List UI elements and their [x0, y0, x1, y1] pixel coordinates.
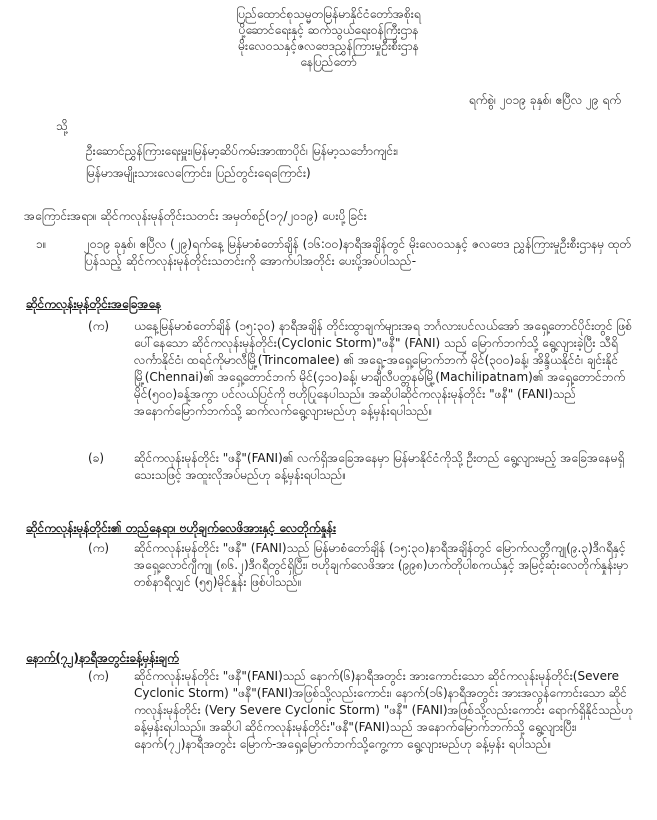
header-government: ပြည်ထောင်စုသမ္မတမြန်မာနိုင်ငံတော်အစိုးရ	[236, 7, 421, 21]
letterhead	[0, 6, 657, 70]
list-item	[88, 318, 636, 420]
paragraph-number: ၁။	[36, 237, 47, 251]
letter-date: ရက်စွဲ၊ ၂၀၁၉ ခုနှစ်၊ ဧပြီလ ၂၉ ရက်	[468, 93, 621, 107]
header-department: မိုးလေဝသနှင့်ဇလဗေဒညွှန်ကြားမှုဦးစီးဌာန	[238, 39, 419, 53]
subject-line: အကြောင်းအရာ။ ဆိုင်ကလုန်းမုန်တိုင်းသတင်း အမှတ်စဉ်(၁၇/၂၀၁၉) ပေးပို့ခြင်း	[24, 209, 367, 223]
item-label: (က)	[88, 669, 110, 683]
item-label: (ခ)	[88, 451, 105, 465]
header-ministry: ပို့ဆောင်ရေးနှင့် ဆက်သွယ်ရေးဝန်ကြီးဌာန	[238, 23, 419, 37]
section-heading-status: ဆိုင်ကလုန်းမုန်တိုင်းအခြေအနေ	[26, 297, 162, 311]
item-label: (က)	[88, 541, 110, 555]
recipients	[86, 140, 631, 184]
item-text: ဆိုင်ကလုန်းမုန်တိုင်း "ဖနီ"(FANI)၏ လက်ရှိအခြေအနေမှာ မြန်မာနိုင်ငံကိုသို့ ဦးတည် ရွေ့လျားမည့် အခြေအနေမရှိသေးသဖြင့် အထူးလိုအပ်မည်ဟု ခန့်မှန်းရပါသည်။	[134, 451, 625, 483]
paragraph-text: ၂၀၁၉ ခုနှစ်၊ ဧပြီလ (၂၉)ရက်နေ့ မြန်မာစံတော်ချိန် (၁၆:၀၀)နာရီအချိန်တွင် မိုးလေဝသနှင့် ဇလဗေဒ ညွှန်ကြားမှုဦးစီးဌာနမှ ထုတ်ပြန်သည့် ဆိုင်ကလုန်းမုန်တိုင်းသတင်းကို အောက်ပါအတိုင်း ပေးပို့အပ်ပါသည်-	[84, 237, 632, 269]
section-heading-location: ဆိုင်ကလုန်းမုန်တိုင်း၏ တည်နေရာ၊ ဗဟိုချက်လေဖိအားနှင့် လေတိုက်နှုန်း	[26, 521, 337, 535]
item-text: ဆိုင်ကလုန်းမုန်တိုင်း "ဖနီ" (FANI)သည် မြန်မာစံတော်ချိန် (၁၅:၃၀)နာရီအချိန်တွင် မြောက်လတ္တီကျု(၉.၃)ဒီဂရီနှင့် အရှေ့လောင်ဂျီကျု (၈၆.၂)ဒီဂရီတွင်ရှိပြီး၊ ဗဟိုချက်လေဖိအား (၉၉၈)ဟက်တိုပါစကယ်နှင့် အမြင့်ဆုံးလေတိုက်နှုန်းမှာ တစ်နာရီလျှင် (၅၅)မိုင်နှုန်း ဖြစ်ပါသည်။	[134, 541, 629, 590]
list-item	[88, 668, 636, 753]
section-heading-forecast: နောက်(၇၂)နာရီအတွင်းခန့်မှန်းချက်	[26, 651, 179, 665]
recipient-line-2: မြန်မာအမျိုးသားလေကြောင်း၊ ပြည်တွင်းရေကြောင်း)	[86, 166, 311, 180]
header-city: နေပြည်တော်	[300, 55, 357, 69]
item-text: ယနေ့မြန်မာစံတော်ချိန် (၁၅:၃၀) နာရီအချိန် တိုင်းထွာချက်များအရ ဘင်္ဂလားပင်လယ်အော် အရှေ့တောင်ပိုင်းတွင် ဖြစ်ပေါ်နေသော ဆိုင်ကလုန်းမုန်တိုင်း(Cyclonic Storm)"ဖနီ" (FANI) သည် မြောက်ဘက်သို့ ရွေ့လျားခဲ့ပြီး သီရိလင်္ကာနိုင်ငံ၊ ထရင်ကိုမာလီမြို့(Trincomalee) ၏ အရှေ့-အရှေ့မြောက်ဘက် မိုင်(၃၀၀)ခန့်၊ အိန္ဒိယနိုင်ငံ၊ ချင်းနိုင်မြို့(Chennai)၏ အရှေ့တောင်ဘက် မိုင်(၄၁၀)ခန့်၊ မာချီလီပတ္တနမ်မြို့(Machilipatnam)၏ အရှေ့တောင်ဘက် မိုင်(၅၀၀)ခန့်အကွာ ပင်လယ်ပြင်ကို ဗဟိုပြုနေပါသည်။ အဆိုပါဆိုင်ကလုန်းမုန်တိုင်း "ဖနီ" (FANI)သည် အနောက်မြောက်ဘက်သို့ ဆက်လက်ရွေ့လျားမည်ဟု ခန့်မှန်းရပါသည်။	[134, 319, 633, 419]
recipient-line-1: ဦးဆောင်ညွှန်ကြားရေးမှူး၊မြန်မာ့ဆိပ်ကမ်းအာဏာပိုင်၊ မြန်မာ့သင်္ဘောကျင်း၊	[86, 144, 399, 158]
list-item	[88, 450, 636, 484]
paragraph-1	[24, 236, 636, 270]
list-item	[88, 540, 636, 591]
item-label: (က)	[88, 319, 110, 333]
item-text: ဆိုင်ကလုန်းမုန်တိုင်း "ဖနီ"(FANI)သည် နောက်(၆)နာရီအတွင်း အားကောင်းသော ဆိုင်ကလုန်းမုန်တိုင်း(Severe Cyclonic Storm) "ဖနီ"(FANI)အဖြစ်သို့လည်းကောင်း၊ နောက်(၁၆)နာရီအတွင်း အားအလွန်ကောင်းသော ဆိုင်ကလုန်းမုန်တိုင်း (Very Severe Cyclonic Storm) "ဖနီ" (FANI)အဖြစ်သို့လည်းကောင်း ရောက်ရှိနိုင်သည်ဟု ခန့်မှန်းရပါသည်။ အဆိုပါ ဆိုင်ကလုန်းမုန်တိုင်း"ဖနီ"(FANI)သည် အနောက်မြောက်ဘက်သို့ ရွေ့လျားပြီး၊ နောက်(၇၂)နာရီအတွင်း မြောက်-အရှေ့မြောက်ဘက်သို့ကွေ့ကာ ရွေ့လျားမည်ဟု ခန့်မှန်း ရပါသည်။	[134, 669, 634, 752]
to-label: သို့	[56, 119, 68, 133]
